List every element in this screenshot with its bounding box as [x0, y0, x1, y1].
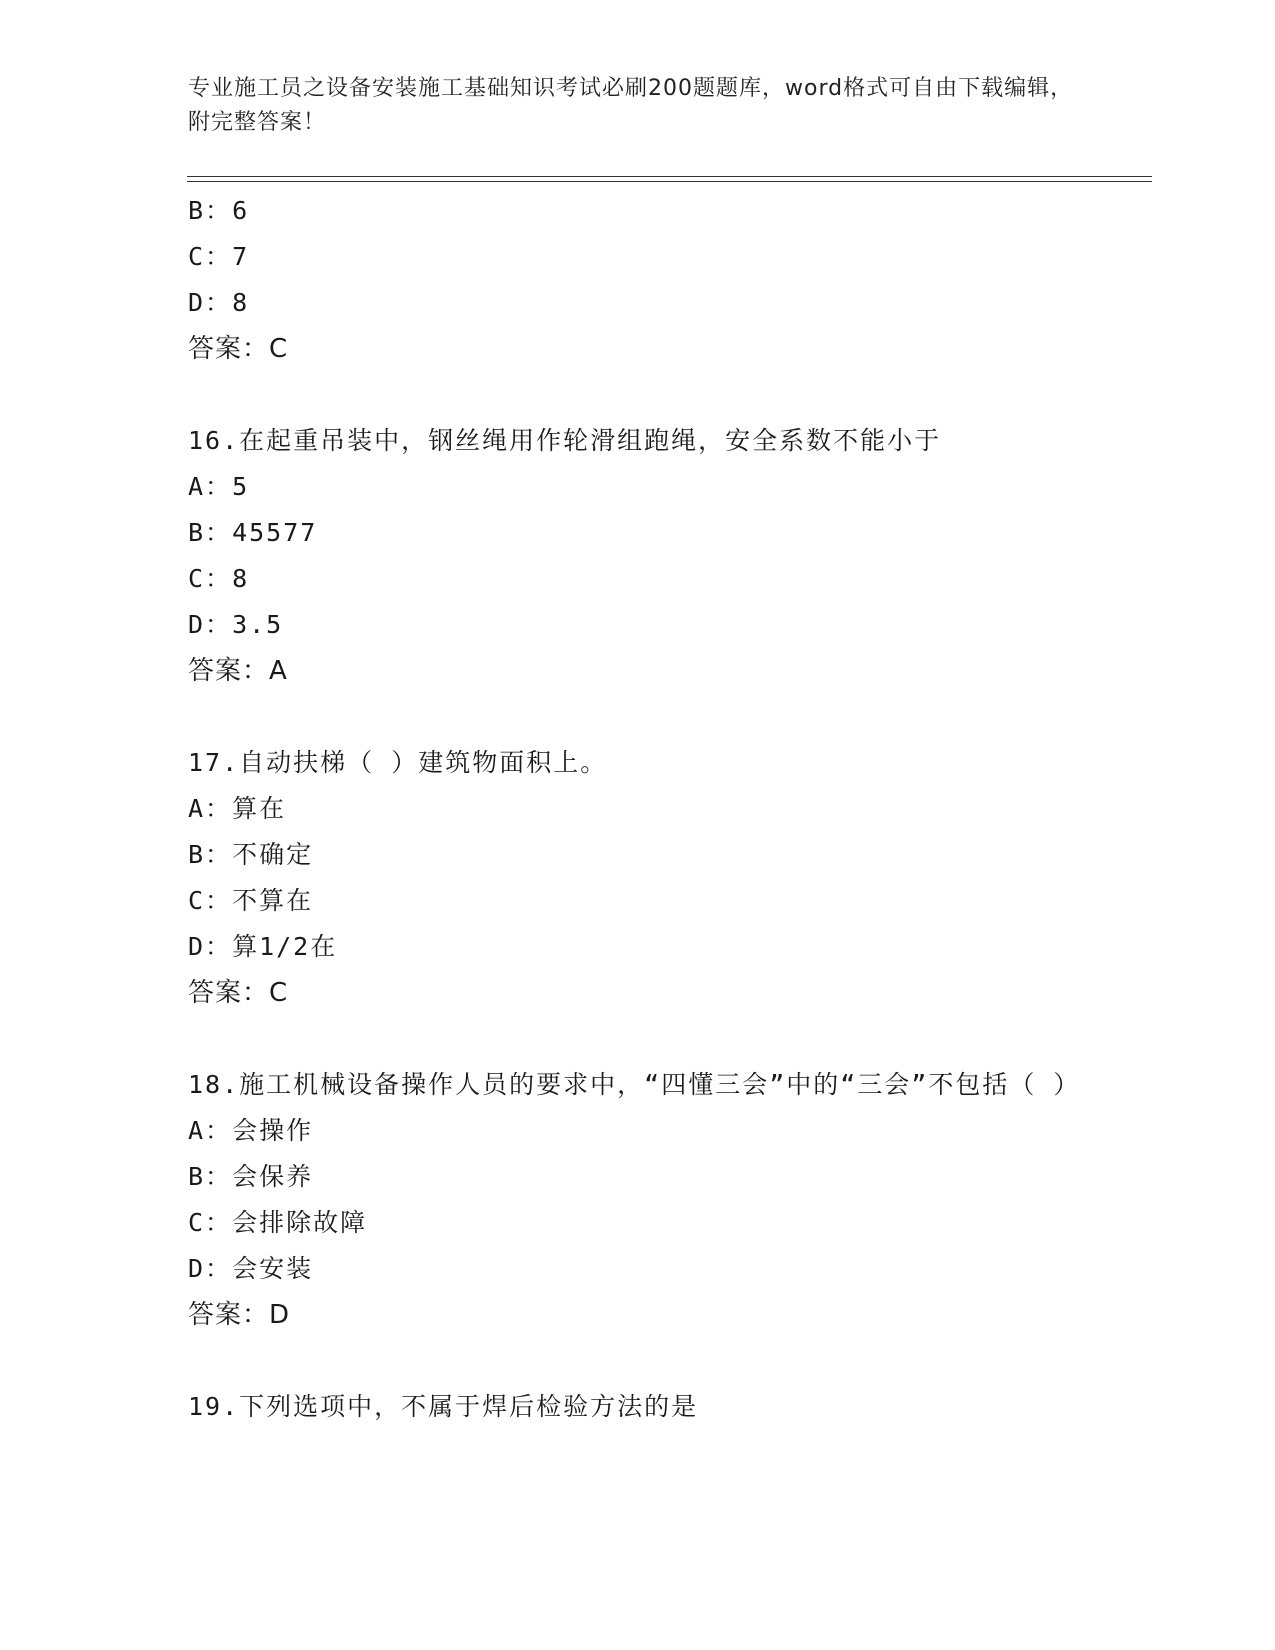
question-block-18: [188, 1062, 1088, 1338]
answer-line: 答案：C: [188, 334, 289, 364]
option-c: C：不算在: [188, 886, 314, 915]
question-block-17: [188, 740, 1088, 1016]
question-text: 18.施工机械设备操作人员的要求中，“四懂三会”中的“三会”不包括（ ）: [188, 1070, 1081, 1099]
answer-line: 答案：D: [188, 1300, 291, 1330]
option-b: B：不确定: [188, 840, 314, 869]
option-c: C：会排除故障: [188, 1208, 368, 1237]
question-text: 17.自动扶梯（ ）建筑物面积上。: [188, 748, 608, 777]
question-text: 16.在起重吊装中，钢丝绳用作轮滑组跑绳，安全系数不能小于: [188, 426, 942, 455]
answer-line: 答案：C: [188, 978, 289, 1008]
question-text: 19.下列选项中，不属于焊后检验方法的是: [188, 1392, 699, 1421]
option-a: A：会操作: [188, 1116, 314, 1145]
option-c: C：8: [188, 564, 250, 593]
header-rule-top: [187, 176, 1152, 177]
option-a: A：算在: [188, 794, 287, 823]
document-header: 专业施工员之设备安装施工基础知识考试必刷200题题库，word格式可自由下载编辑，附完整答案！: [188, 76, 1074, 135]
option-d: D：3.5: [188, 610, 284, 639]
option-d: D：会安装: [188, 1254, 314, 1283]
spacer: [188, 372, 1088, 418]
option-d: D：算1/2在: [188, 932, 338, 961]
option-c: C：7: [188, 242, 250, 271]
question-list: [188, 188, 1088, 1430]
spacer: [188, 1338, 1088, 1384]
option-b: B：会保养: [188, 1162, 314, 1191]
question-block-16: [188, 418, 1088, 694]
option-d: D：8: [188, 288, 250, 317]
question-block-19: [188, 1384, 1088, 1430]
header-rule-bottom: [187, 181, 1152, 182]
option-a: A：5: [188, 472, 250, 501]
spacer: [188, 694, 1088, 740]
option-b: B：45577: [188, 518, 318, 547]
answer-line: 答案：A: [188, 656, 288, 686]
spacer: [188, 1016, 1088, 1062]
question-block-partial: [188, 188, 1088, 372]
option-b: B：6: [188, 196, 250, 225]
